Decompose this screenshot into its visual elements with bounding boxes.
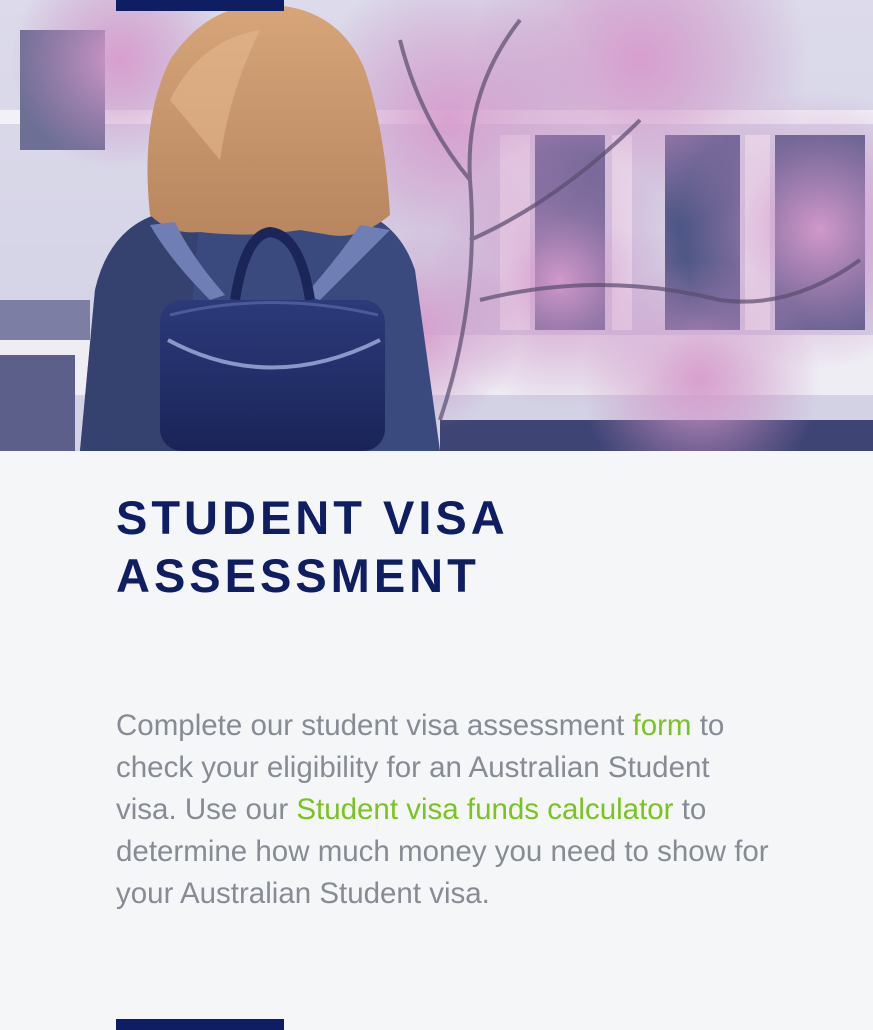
page-title-line-1: STUDENT VISA [116,491,509,544]
page-title [116,489,796,605]
description-text-1: Complete our student visa assessment [116,709,633,742]
accent-bar-top [116,0,284,11]
description-paragraph [116,705,776,915]
assessment-form-link[interactable]: form [632,709,692,742]
description-text-2: to check your eligibility for an Australian Student visa. Use our [116,709,725,826]
funds-calculator-link[interactable]: Student visa funds calculator [296,793,674,826]
hero-image [0,0,873,451]
page-title-line-2: ASSESSMENT [116,549,480,602]
accent-bar-bottom [116,1019,284,1030]
description-text-3: to determine how much money you need to show for your Australian Student visa. [116,793,769,910]
student-photo-illustration [0,0,873,451]
